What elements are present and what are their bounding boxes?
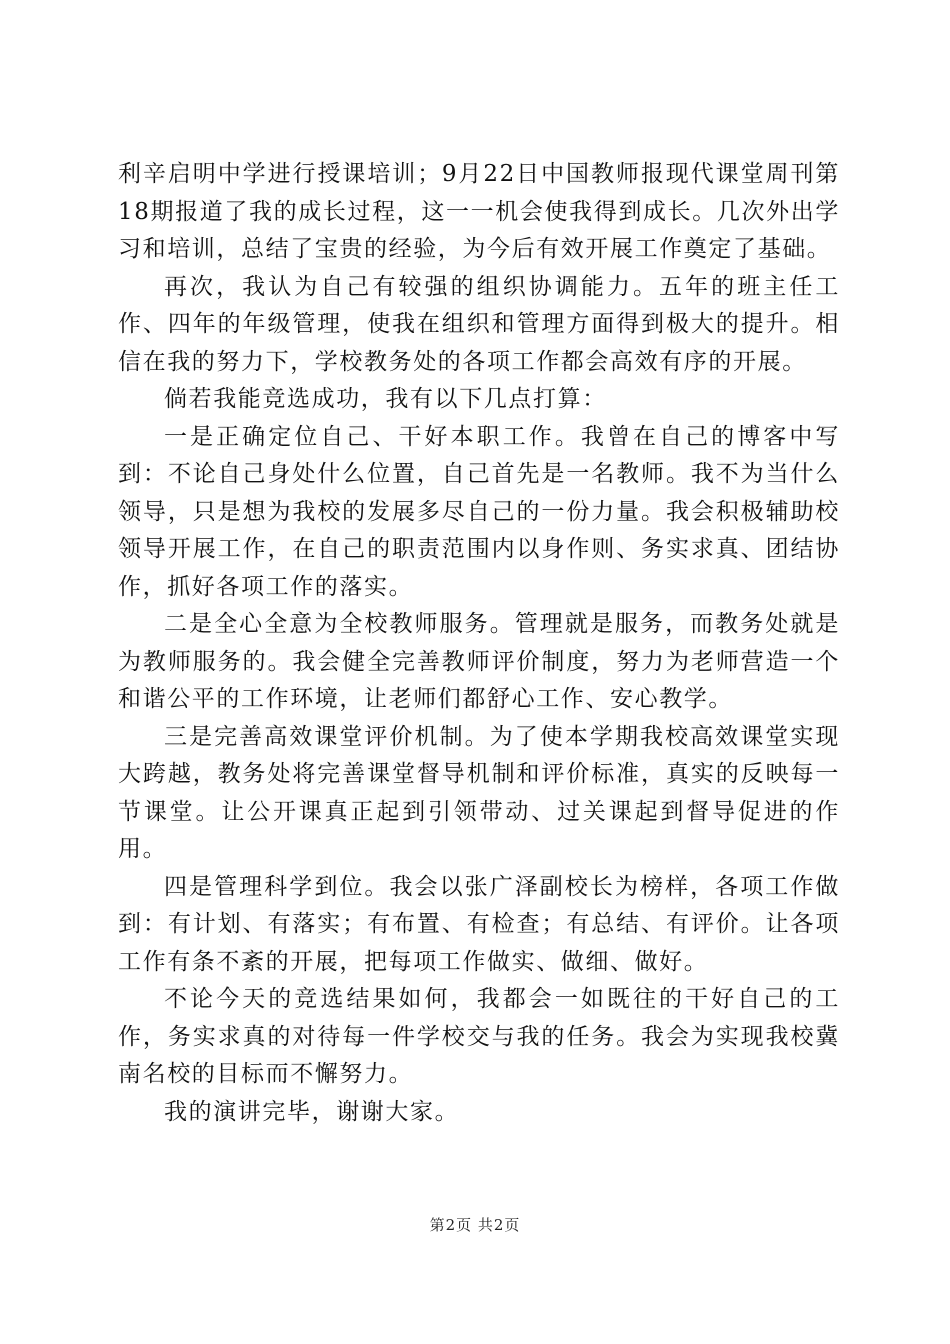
paragraph: 倘若我能竞选成功，我有以下几点打算： [164, 386, 607, 412]
paragraph: 不论今天的竞选结果如何，我都会一如既往的干好自己的工作，务实求真的对待每一件学校交与我的任务。我会为实现我校冀南名校的目标而不懈努力。 [118, 986, 840, 1087]
paragraph: 四是管理科学到位。我会以张广泽副校长为榜样，各项工作做到：有计划、有落实；有布置、有检查；有总结、有评价。让各项工作有条不紊的开展，把每项工作做实、做细、做好。 [118, 873, 840, 975]
paragraph: 三是完善高效课堂评价机制。为了使本学期我校高效课堂实现大跨越，教务处将完善课堂督导机制和评价标准，真实的反映每一节课堂。让公开课真正起到引领带动、过关课起到督导促进的作用。 [118, 723, 840, 862]
paragraph: 再次，我认为自己有较强的组织协调能力。五年的班主任工作、四年的年级管理，使我在组织和管理方面得到极大的提升。相信在我的努力下，学校教务处的各项工作都会高效有序的开展。 [118, 273, 840, 375]
paragraph: 我的演讲完毕，谢谢大家。 [164, 1098, 460, 1125]
paragraph: 一是正确定位自己、干好本职工作。我曾在自己的博客中写到：不论自己身处什么位置，自己首先是一名教师。我不为当什么领导，只是想为我校的发展多尽自己的一份力量。我会积极辅助校领导开展工作，在自己的职责范围内以身作则、务实求真、团结协作，抓好各项工作的落实。 [118, 423, 840, 600]
paragraph: 二是全心全意为全校教师服务。管理就是服务，而教务处就是为教师服务的。我会健全完善教师评价制度，努力为老师营造一个和谐公平的工作环境，让老师们都舒心工作、安心教学。 [118, 611, 840, 712]
page-number: 第2页 共2页 [429, 1216, 521, 1234]
paragraph: 利辛启明中学进行授课培训；9月22日中国教师报现代课堂周刊第18期报道了我的成长过程，这一一机会使我得到成长。几次外出学习和培训，总结了宝贵的经验，为今后有效开展工作奠定了基础。 [118, 161, 840, 262]
document-body [118, 156, 840, 1131]
